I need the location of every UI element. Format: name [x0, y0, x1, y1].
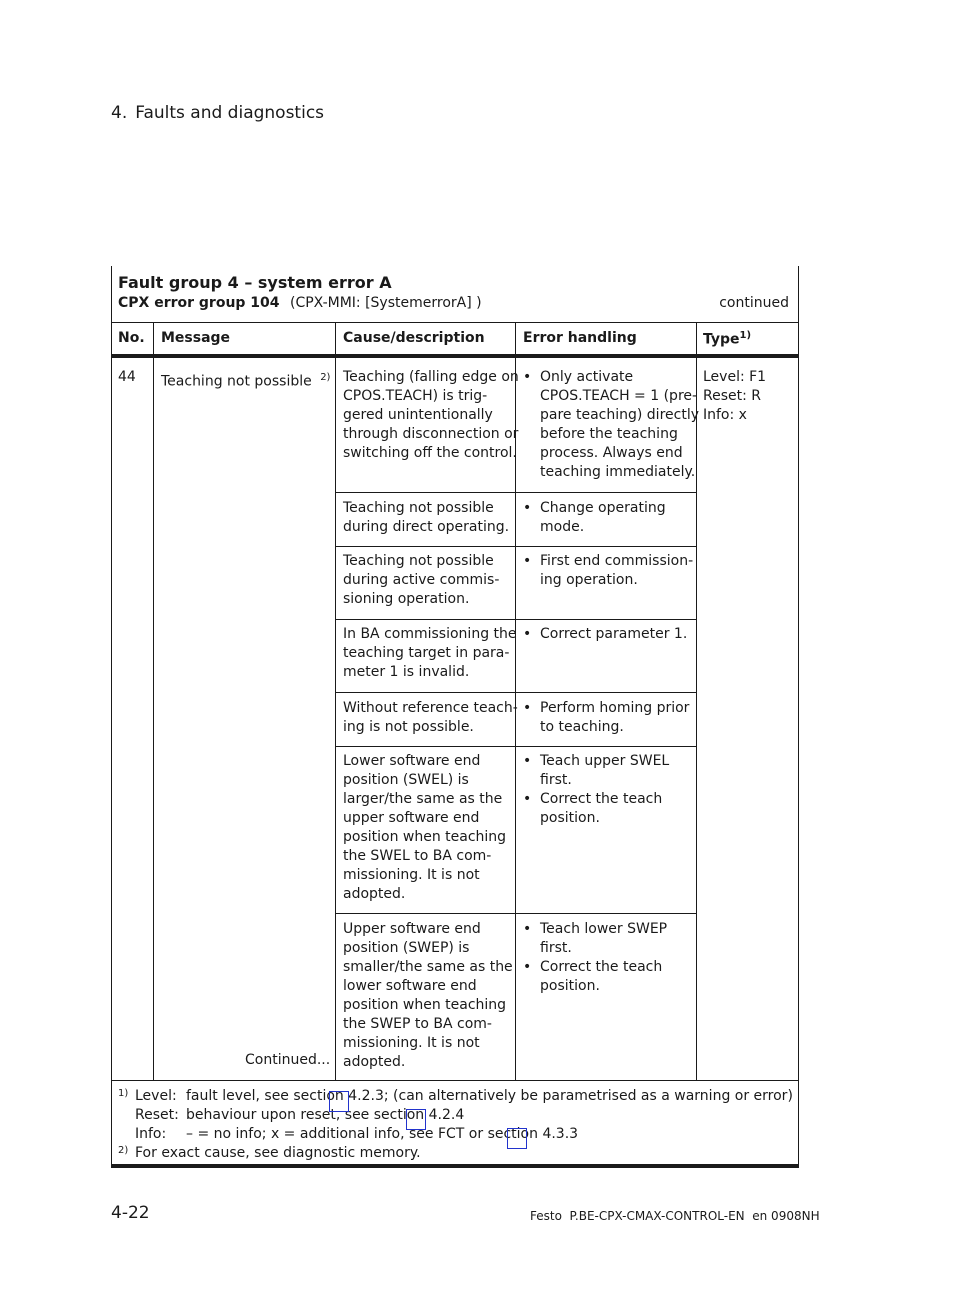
cause-line: smaller/the same as the: [343, 959, 513, 975]
cause-line: In BA commissioning the: [343, 626, 517, 642]
handling-line: first.: [540, 940, 572, 956]
footnote-2-mark: 2): [118, 1145, 129, 1156]
cause-line: during direct operating.: [343, 519, 510, 535]
handling-line: position.: [540, 810, 600, 826]
entry-divider: [335, 913, 696, 914]
cpx-error-group: CPX error group 104: [118, 295, 280, 311]
footnote-level-text: fault level, see section 4.2.3; (can alternatively be parametrised as a warning or error): [186, 1088, 793, 1104]
handling-line: before the teaching: [540, 426, 678, 442]
cause-line: missioning. It is not: [343, 867, 480, 883]
cause-line: larger/the same as the: [343, 791, 503, 807]
page-number: 4-22: [111, 1203, 150, 1223]
footnote-info-text: – = no info; x = additional info, see FCT or section 4.3.3: [186, 1126, 579, 1142]
handling-line: first.: [540, 772, 572, 788]
handling-line: Only activate: [540, 369, 634, 385]
type-reset: Reset: R: [703, 388, 762, 404]
table-left-border: [111, 266, 112, 1167]
cause-line: gered unintentionally: [343, 407, 493, 423]
cause-description: [343, 552, 499, 609]
row-number: 44: [118, 369, 136, 385]
col-header-type: [703, 330, 751, 348]
bullet-icon: •: [523, 700, 532, 716]
cause-line: position (SWEL) is: [343, 772, 469, 788]
bullet-icon: •: [523, 369, 532, 385]
handling-line: teaching immediately.: [540, 464, 696, 480]
section-link-4-3-3[interactable]: [507, 1128, 527, 1149]
cause-line: position (SWEP) is: [343, 940, 470, 956]
cause-description: [343, 752, 506, 904]
section-link-4-2-3[interactable]: [329, 1091, 349, 1112]
handling-line: mode.: [540, 519, 585, 535]
type-info: Info: x: [703, 407, 747, 423]
cause-line: switching off the control.: [343, 445, 517, 461]
handling-line: Perform homing prior: [540, 700, 690, 716]
type-footnote-mark: 1): [739, 330, 752, 341]
cause-line: ing is not possible.: [343, 719, 474, 735]
type-label: Type: [703, 331, 740, 348]
handling-line: Correct the teach: [540, 959, 663, 975]
handling-line: pare teaching) directly: [540, 407, 699, 423]
row-continued: Continued...: [245, 1052, 331, 1068]
chapter-title: Faults and diagnostics: [135, 103, 325, 123]
col-sep-1: [153, 322, 154, 1080]
table-bottom-rule: [111, 1164, 799, 1168]
cpx-mmi-label: (CPX-MMI: [SystemerrorA] ): [290, 295, 482, 311]
cause-line: the SWEP to BA com-: [343, 1016, 492, 1032]
cause-line: Lower software end: [343, 753, 481, 769]
cause-description: [343, 699, 518, 737]
cause-line: Teaching not possible: [343, 553, 494, 569]
document-id: Festo P.BE-CPX-CMAX-CONTROL-EN en 0908NH: [530, 1209, 820, 1223]
cause-description: [343, 920, 513, 1072]
col-header-message: Message: [161, 330, 231, 346]
handling-line: Teach upper SWEL: [540, 753, 670, 769]
bullet-icon: •: [523, 791, 532, 807]
handling-line: Correct the teach: [540, 791, 663, 807]
handling-line: ing operation.: [540, 572, 638, 588]
cause-line: upper software end: [343, 810, 480, 826]
cause-line: adopted.: [343, 1054, 406, 1070]
cause-line: missioning. It is not: [343, 1035, 480, 1051]
row-message: [161, 368, 330, 392]
cause-line: teaching target in para-: [343, 645, 510, 661]
cause-line: Teaching (falling edge on: [343, 369, 519, 385]
cause-line: meter 1 is invalid.: [343, 664, 470, 680]
cause-description: [343, 625, 517, 682]
footnote-reset-text: behaviour upon reset, see section 4.2.4: [186, 1107, 465, 1123]
footnote-2-text: For exact cause, see diagnostic memory.: [135, 1145, 421, 1161]
cause-line: lower software end: [343, 978, 477, 994]
handling-line: process. Always end: [540, 445, 683, 461]
chapter-header: [111, 103, 324, 123]
handling-line: Change operating: [540, 500, 666, 516]
section-link-4-2-4[interactable]: [406, 1109, 426, 1130]
handling-line: CPOS.TEACH = 1 (pre-: [540, 388, 698, 404]
table-subtitle: [118, 295, 482, 311]
table-right-border: [798, 266, 799, 1167]
handling-line: to teaching.: [540, 719, 624, 735]
col-header-handling: Error handling: [523, 330, 637, 346]
entry-divider: [335, 746, 696, 747]
handling-line: Correct parameter 1.: [540, 626, 688, 642]
handling-line: First end commission-: [540, 553, 694, 569]
message-text: Teaching not possible: [161, 373, 312, 390]
cause-line: Without reference teach-: [343, 700, 518, 716]
row-type: [703, 368, 766, 425]
cause-line: during active commis-: [343, 572, 500, 588]
cause-line: position when teaching: [343, 829, 507, 845]
cause-line: CPOS.TEACH) is trig-: [343, 388, 488, 404]
cause-line: adopted.: [343, 886, 406, 902]
cause-line: position when teaching: [343, 997, 507, 1013]
bullet-icon: •: [523, 626, 532, 642]
cause-line: through disconnection or: [343, 426, 519, 442]
message-footnote-mark: 2): [320, 372, 331, 383]
chapter-number: 4.: [111, 103, 128, 123]
cause-line: Teaching not possible: [343, 500, 494, 516]
bullet-icon: •: [523, 553, 532, 569]
footnote-reset-label: Reset:: [135, 1107, 179, 1123]
footnote-top-rule: [111, 1080, 799, 1081]
entry-divider: [335, 546, 696, 547]
cause-line: Upper software end: [343, 921, 481, 937]
entry-divider: [335, 492, 696, 493]
footnote-1-mark: 1): [118, 1088, 129, 1099]
continued-label: continued: [719, 295, 789, 311]
table-title: Fault group 4 – system error A: [118, 273, 392, 292]
handling-line: position.: [540, 978, 600, 994]
cause-description: [343, 499, 509, 537]
entry-divider: [335, 692, 696, 693]
footnote-info-label: Info:: [135, 1126, 167, 1142]
col-sep-2: [335, 322, 336, 1080]
cause-line: the SWEL to BA com-: [343, 848, 492, 864]
bullet-icon: •: [523, 753, 532, 769]
cause-line: sioning operation.: [343, 591, 470, 607]
cause-description: [343, 368, 519, 463]
bullet-icon: •: [523, 500, 532, 516]
col-header-cause: Cause/description: [343, 330, 485, 346]
handling-line: Teach lower SWEP: [540, 921, 668, 937]
col-header-no: No.: [118, 330, 145, 346]
bullet-icon: •: [523, 959, 532, 975]
bullet-icon: •: [523, 921, 532, 937]
entry-divider: [335, 619, 696, 620]
type-level: Level: F1: [703, 369, 767, 385]
footnote-level-label: Level:: [135, 1088, 177, 1104]
